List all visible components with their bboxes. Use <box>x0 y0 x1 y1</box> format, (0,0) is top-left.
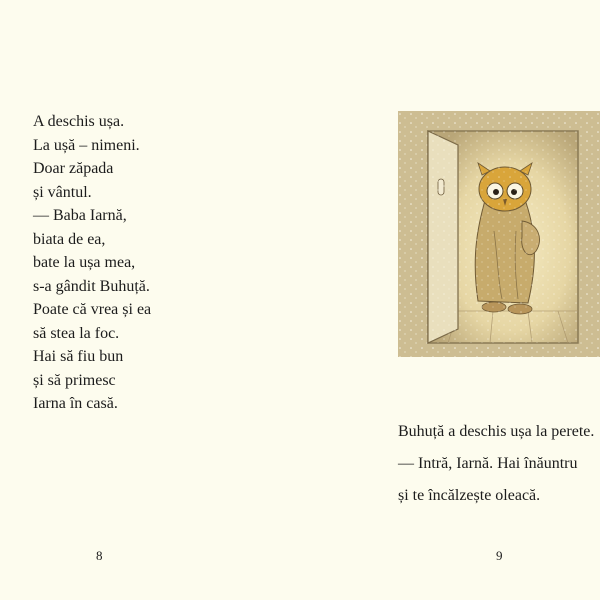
page-number: 8 <box>96 548 103 563</box>
poem-line: bate la ușa mea, <box>33 254 136 271</box>
poem-line: Doar zăpada <box>33 160 114 177</box>
poem-line: Iarna în casă. <box>33 395 118 412</box>
prose-text <box>398 420 594 516</box>
poem-text <box>33 110 151 416</box>
poem-line: și să primesc <box>33 371 116 389</box>
prose-line: și te încălzește oleacă. <box>398 487 541 504</box>
right-page <box>300 0 600 600</box>
poem-line: A deschis ușa. <box>33 113 125 130</box>
poem-line: Hai să fiu bun <box>33 348 124 365</box>
poem-line: — Baba Iarnă, <box>33 207 127 224</box>
page-number: 9 <box>496 548 503 563</box>
prose-line: Buhuță a deschis ușa la perete. <box>398 423 595 440</box>
poem-line: s-a gândit Buhuță. <box>33 277 150 295</box>
poem-line: biata de ea, <box>33 230 106 248</box>
poem-line: Poate că vrea și ea <box>33 301 152 318</box>
poem-line: și vântul. <box>33 183 92 201</box>
poem-line: La ușă – nimeni. <box>33 136 140 154</box>
poem-line: să stea la foc. <box>33 324 120 342</box>
prose-line: — Intră, Iarnă. Hai înăuntru <box>398 455 578 472</box>
owl-at-door-illustration <box>398 111 600 357</box>
